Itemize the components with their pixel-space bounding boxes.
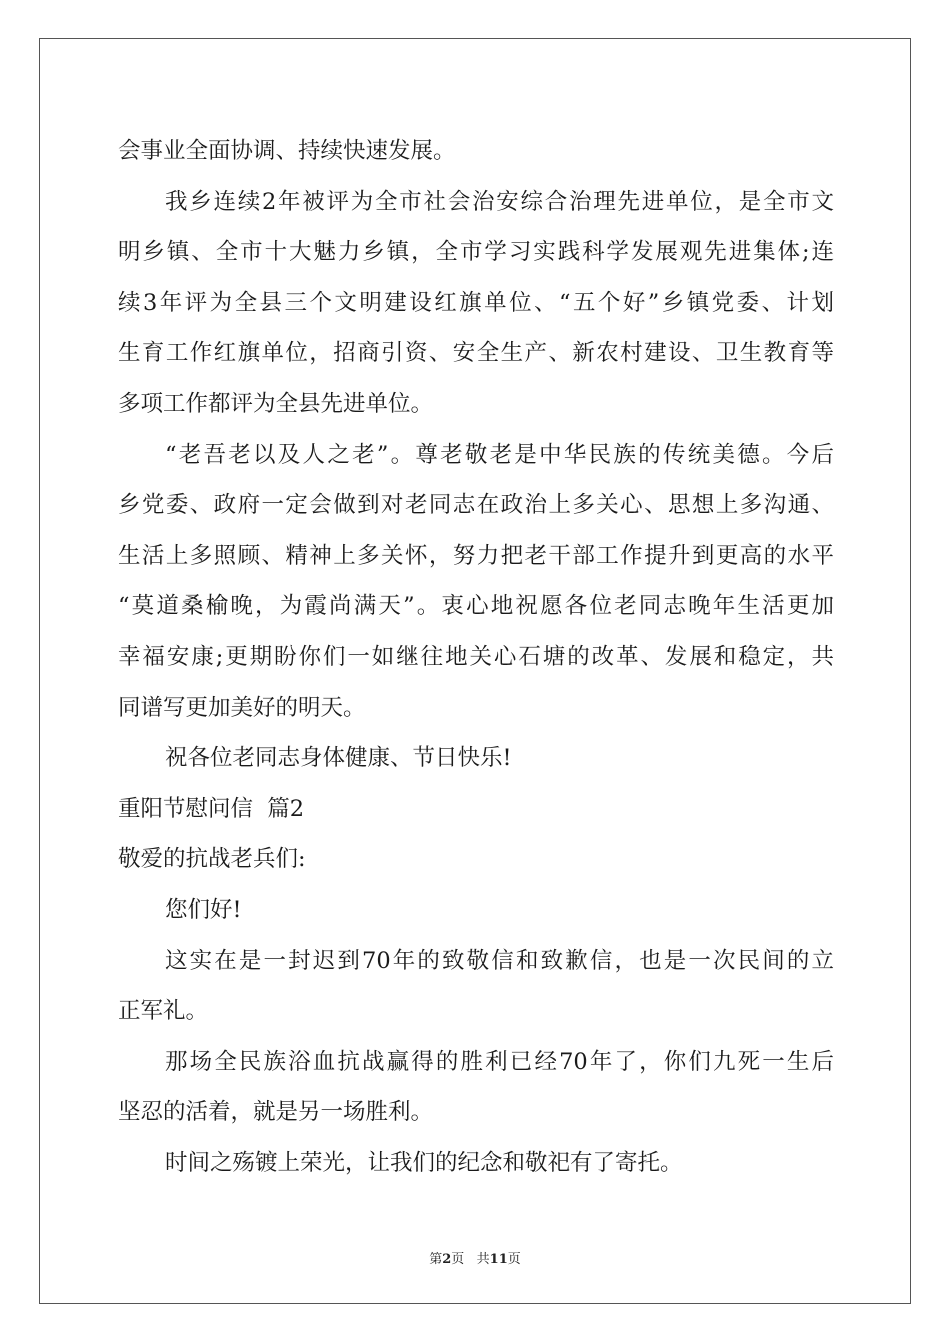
text-line: 祝各位老同志身体健康、节日快乐! <box>165 745 512 772</box>
footer-suffix: 页 <box>507 1252 521 1267</box>
text-line: 这实在是一封迟到70年的致敬信和致歉信，也是一次民间的立 <box>165 947 834 974</box>
text-line: 那场全民族浴血抗战赢得的胜利已经70年了，你们九死一生后 <box>165 1048 834 1075</box>
text-line: 多项工作都评为全县先进单位。 <box>118 390 434 417</box>
text-line: “老吾老以及人之老”。尊老敬老是中华民族的传统美德。今后 <box>165 441 834 468</box>
footer-middle: 页 共 <box>451 1252 490 1267</box>
text-line: 坚忍的活着，就是另一场胜利。 <box>118 1099 434 1126</box>
text-line: 续3年评为全县三个文明建设红旗单位、“五个好”乡镇党委、计划 <box>118 289 834 316</box>
text-line: 我乡连续2年被评为全市社会治安综合治理先进单位，是全市文 <box>165 188 834 215</box>
text-line: “莫道桑榆晚，为霞尚满天”。衷心地祝愿各位老同志晚年生活更加 <box>118 593 834 620</box>
text-line: 幸福安康;更期盼你们一如继往地关心石塘的改革、发展和稳定，共 <box>118 643 834 670</box>
greeting: 您们好! <box>165 896 242 923</box>
salutation: 敬爱的抗战老兵们: <box>118 846 306 873</box>
total-pages-number: 11 <box>489 1252 508 1267</box>
document-body <box>118 126 834 1188</box>
section-heading: 重阳节慰问信 篇2 <box>118 795 305 822</box>
text-line: 乡党委、政府一定会做到对老同志在政治上多关心、思想上多沟通、 <box>118 492 834 519</box>
text-line: 生活上多照顾、精神上多关怀，努力把老干部工作提升到更高的水平 <box>118 542 834 569</box>
text-line: 时间之殇镀上荣光，让我们的纪念和敬祀有了寄托。 <box>165 1149 683 1176</box>
page-footer <box>0 1248 950 1267</box>
text-line: 同谱写更加美好的明天。 <box>118 694 366 721</box>
text-line: 正军礼。 <box>118 998 209 1025</box>
text-line: 生育工作红旗单位，招商引资、安全生产、新农村建设、卫生教育等 <box>118 340 834 367</box>
text-line: 明乡镇、全市十大魅力乡镇，全市学习实践科学发展观先进集体;连 <box>118 239 834 266</box>
current-page-number: 2 <box>442 1252 452 1267</box>
text-line: 会事业全面协调、持续快速发展。 <box>118 138 456 164</box>
footer-prefix: 第 <box>429 1252 443 1267</box>
